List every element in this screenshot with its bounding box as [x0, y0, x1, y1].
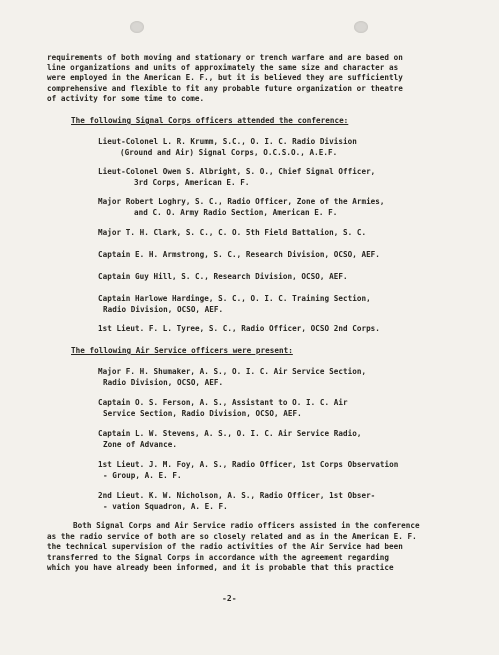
- officer-entry-cont: Service Section, Radio Division, OCSO, AEF.: [103, 409, 302, 418]
- signal-corps-heading: The following Signal Corps officers attended the conference:: [71, 116, 349, 125]
- air-service-heading: The following Air Service officers were present:: [71, 346, 293, 355]
- officer-entry: Captain L. W. Stevens, A. S., O. I. C. Air Service Radio,: [98, 429, 362, 438]
- officer-entry: Captain Harlowe Hardinge, S. C., O. I. C. Training Section,: [98, 294, 371, 303]
- closing-line: the technical supervision of the radio activities of the Air Service had been: [47, 542, 403, 551]
- officer-entry: Major T. H. Clark, S. C., C. O. 5th Field Battalion, S. C.: [98, 228, 367, 237]
- officer-entry: Lieut-Colonel Owen S. Albright, S. O., Chief Signal Officer,: [98, 167, 376, 176]
- officer-entry-cont: 3rd Corps, American E. F.: [134, 178, 250, 187]
- binder-hole: [130, 21, 144, 33]
- officer-entry: 1st Lieut. J. M. Foy, A. S., Radio Officer, 1st Corps Observation: [98, 460, 399, 469]
- intro-line: requirements of both moving and stationary or trench warfare and are based on: [47, 53, 403, 62]
- closing-line: transferred to the Signal Corps in accordance with the agreement regarding: [47, 553, 390, 562]
- officer-entry-cont: Radio Division, OCSO, AEF.: [103, 305, 224, 314]
- officer-entry-cont: (Ground and Air) Signal Corps, O.C.S.O., A.E.F.: [120, 148, 338, 157]
- officer-entry: Captain O. S. Ferson, A. S., Assistant to O. I. C. Air: [98, 398, 348, 407]
- intro-line: were employed in the American E. F., but it is believed they are sufficiently: [47, 73, 403, 82]
- intro-line: line organizations and units of approximately the same size and character as: [47, 63, 399, 72]
- page-number: -2-: [222, 594, 237, 603]
- officer-entry: Lieut-Colonel L. R. Krumm, S.C., O. I. C. Radio Division: [98, 137, 357, 146]
- intro-line: comprehensive and flexible to fit any probable future organization or theatre: [47, 84, 403, 93]
- closing-line: which you have already been informed, and it is probable that this practice: [47, 563, 394, 572]
- closing-line: as the radio service of both are so closely related and as in the American E. F.: [47, 532, 417, 541]
- officer-entry-cont: - vation Squadron, A. E. F.: [103, 502, 228, 511]
- officer-entry: 1st Lieut. F. L. Tyree, S. C., Radio Officer, OCSO 2nd Corps.: [98, 324, 380, 333]
- officer-entry: Captain E. H. Armstrong, S. C., Research Division, OCSO, AEF.: [98, 250, 380, 259]
- officer-entry: Captain Guy Hill, S. C., Research Division, OCSO, AEF.: [98, 272, 348, 281]
- closing-line: Both Signal Corps and Air Service radio officers assisted in the conference: [73, 521, 420, 530]
- officer-entry: Major F. H. Shumaker, A. S., O. I. C. Air Service Section,: [98, 367, 367, 376]
- officer-entry-cont: Zone of Advance.: [103, 440, 177, 449]
- officer-entry-cont: and C. O. Army Radio Section, American E. F.: [134, 208, 338, 217]
- intro-line: of activity for some time to come.: [47, 94, 205, 103]
- officer-entry-cont: - Group, A. E. F.: [103, 471, 182, 480]
- officer-entry-cont: Radio Division, OCSO, AEF.: [103, 378, 224, 387]
- officer-entry: Major Robert Loghry, S. C., Radio Officer, Zone of the Armies,: [98, 197, 385, 206]
- officer-entry: 2nd Lieut. K. W. Nicholson, A. S., Radio Officer, 1st Obser-: [98, 491, 376, 500]
- binder-hole: [354, 21, 368, 33]
